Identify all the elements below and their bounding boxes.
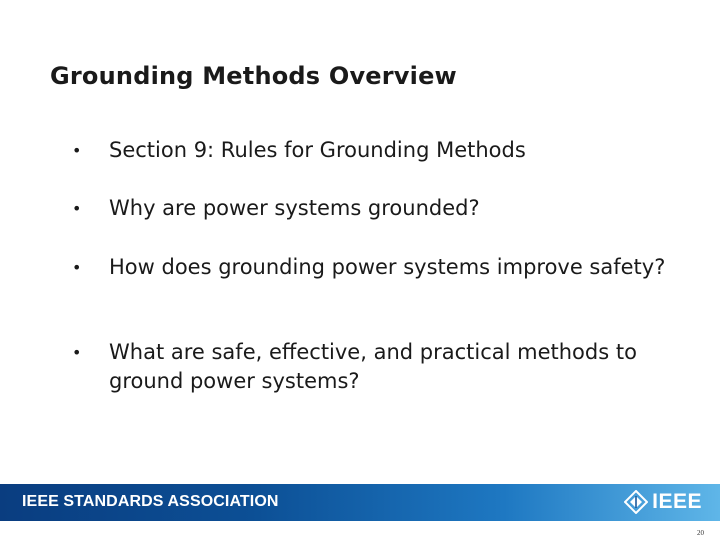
ieee-diamond-icon — [624, 490, 648, 514]
bullet-item — [72, 194, 672, 223]
bullet-marker: • — [72, 141, 82, 160]
bullet-text: Why are power systems grounded? — [109, 196, 480, 220]
footer-label: IEEE STANDARDS ASSOCIATION — [22, 493, 279, 510]
bullet-item — [72, 338, 672, 396]
page-number: 20 — [697, 529, 704, 537]
bullet-text: What are safe, effective, and practical methods to ground power systems? — [109, 340, 637, 393]
logo-text: IEEE — [652, 490, 702, 513]
bullet-text: How does grounding power systems improve safety? — [109, 255, 666, 279]
bullet-marker: • — [72, 343, 82, 362]
bullet-text: Section 9: Rules for Grounding Methods — [109, 138, 526, 162]
ieee-logo — [624, 490, 702, 514]
bullet-item — [72, 253, 672, 282]
bullet-marker: • — [72, 199, 82, 218]
slide-title: Grounding Methods Overview — [50, 62, 457, 90]
bullet-marker: • — [72, 258, 82, 277]
bullet-item — [72, 136, 672, 165]
footer-bar — [0, 484, 720, 521]
